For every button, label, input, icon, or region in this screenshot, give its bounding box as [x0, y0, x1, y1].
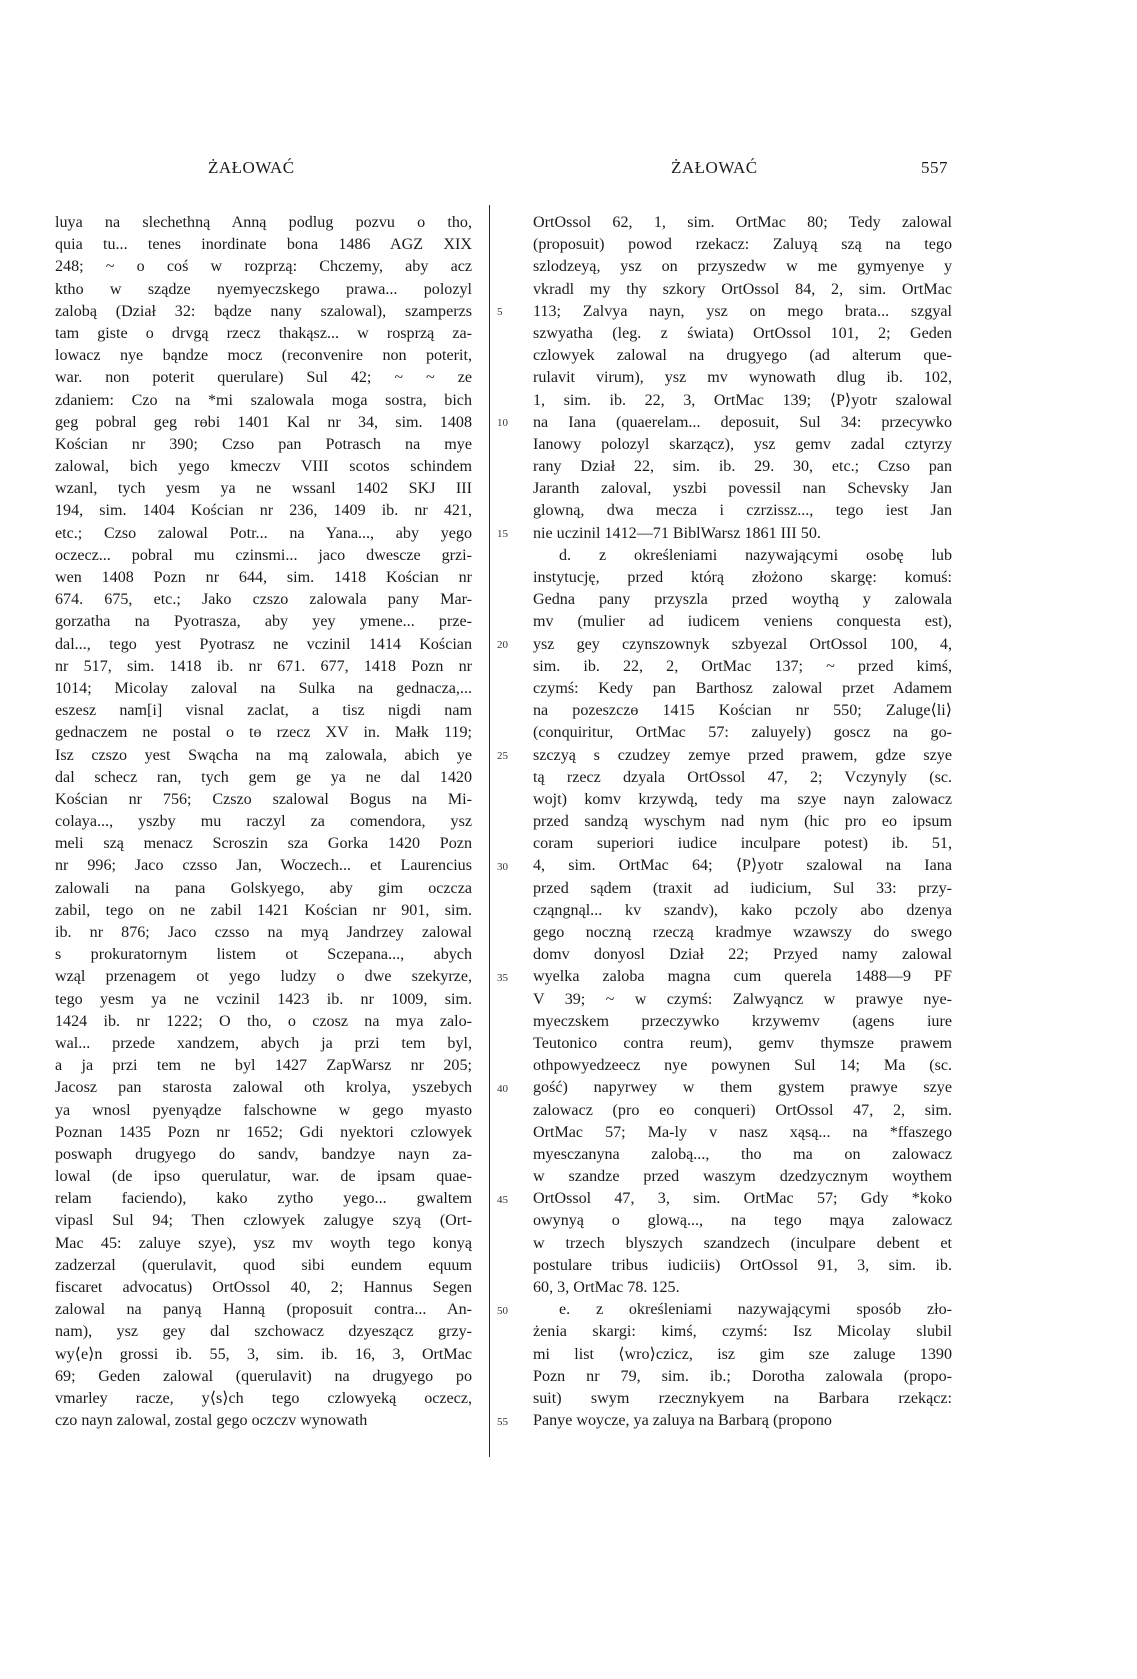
text-line: Kościan nr 390; Czso pan Potrasch na mye: [55, 435, 472, 453]
text-line: szwyatha (leg. z świata) OrtOssol 101, 2; Geden: [533, 324, 952, 342]
text-line: myeczskem przeczywko krzywemv (agens iure: [533, 1012, 952, 1030]
text-line: luya na slechethną Anną podlug pozvu o tho,: [55, 214, 472, 231]
text-line: przed sandzą wyschym nad nym (hic pro eo ipsum: [533, 813, 952, 831]
text-line: Pozn nr 79, sim. ib.; Dorotha zalowala (propo-: [533, 1367, 952, 1385]
left-column: [55, 212, 472, 1432]
text-line: quia tu... tenes inordinate bona 1486 AGZ XIX: [55, 236, 472, 254]
text-line: nie uczinil 1412—71 BiblWarsz 1861 III 50.: [533, 524, 821, 542]
text-line: OrtOssol 62, 1, sim. OrtMac 80; Tedy zalowal: [533, 214, 952, 231]
text-line: s prokuratornym listem ot Sczepana..., abych: [55, 946, 472, 964]
text-line: othpowyedzeecz nye powynen Sul 14; Ma (sc.: [533, 1057, 952, 1075]
text-line: Mac 45: zaluye szye), ysz mv woyth tego konyą: [55, 1234, 472, 1252]
text-line: Jaranth zaloval, yszbi povessil nan Schevsky Jan: [533, 480, 952, 498]
text-line: 4, sim. OrtMac 64; ⟨P⟩yotr szalowal na Iana: [533, 857, 952, 875]
text-line: poswaph drugyego do sandv, bandzye nayn za-: [55, 1145, 472, 1163]
text-line: ya wnosl pyenyądze falschowne w gego myasto: [55, 1101, 472, 1119]
text-line: a ja przi tem ne byl 1427 ZapWarsz nr 205;: [55, 1057, 472, 1075]
text-line: zalobą (Dział 32: bądze nany szalowal), szamperzs: [55, 302, 472, 320]
text-line: 1424 ib. nr 1222; O tho, o czosz na mya zalo-: [55, 1012, 472, 1030]
text-line: na Iana (quaerelam... deposuit, Sul 34: przecywko: [533, 413, 952, 431]
text-line: gość) napyrwey w them gystem prawye szye: [533, 1079, 952, 1097]
text-line: gorzatha na Pyotrasza, aby yey ymene... prze-: [55, 613, 472, 631]
text-line: nr 996; Jaco czsso Jan, Woczech... et Laurencius: [55, 857, 472, 875]
line-number: 45: [497, 1193, 508, 1206]
text-line: V 39; ~ w czymś: Zalwyąncz w prawye nye-: [533, 990, 952, 1008]
text-line: Panye woycze, ya zaluya na Barbarą (propono: [533, 1412, 832, 1430]
text-line: zalowacz (pro eo conqueri) OrtOssol 47, 2, sim.: [533, 1101, 952, 1119]
text-line: na pozeszczө 1415 Kościan nr 550; Zaluge⟨li⟩: [533, 702, 952, 720]
text-line: relam faciendo), kako zytho yego... gwaltem: [55, 1190, 472, 1208]
text-line: ib. nr 876; Jaco czsso na myą Jandrzey zalowal: [55, 924, 472, 941]
text-line: (conquiritur, OrtMac 57: zaluyely) goscz na go-: [533, 724, 952, 742]
text-line: zdaniem: Czo na *mi szalowala moga sostra, bich: [55, 391, 472, 409]
text-line: etc.; Czso zalowal Potr... na Yana..., aby yego: [55, 524, 472, 542]
text-line: fiscaret advocatus) OrtOssol 40, 2; Hannus Segen: [55, 1279, 472, 1296]
text-line: Teutonico contra reum), gemv thymsze prawem: [533, 1034, 952, 1052]
text-line: Gedna pany przyszla przed woythą y zalowala: [533, 591, 952, 609]
text-line: e. z określeniami nazywającymi sposób zło-: [559, 1301, 952, 1319]
text-line: instytucję, przed którą złożono skargę: komuś:: [533, 569, 952, 586]
text-line: d. z określeniami nazywającymi osobę lub: [559, 546, 952, 564]
text-line: OrtMac 57; Ma-ly v nasz xąsą... na *ffaszego: [533, 1123, 952, 1141]
line-number: 20: [497, 638, 508, 651]
column-divider: [489, 205, 490, 1457]
text-line: w szandze przed waszym dzedzycznym woythem: [533, 1168, 952, 1186]
text-line: wal... przede xandzem, abych ja przi tem byl,: [55, 1034, 472, 1052]
text-line: wy⟨e⟩n grossi ib. 55, 3, sim. ib. 16, 3, OrtMac: [55, 1345, 472, 1363]
text-line: zalowal, bich yego kmeczv VIII scotos schindem: [55, 458, 472, 476]
text-line: gego noczną rzeczą kradmye wzawszy do swego: [533, 924, 952, 941]
text-line: oczecz... pobral mu czinsmi... jaco dwescze grzi-: [55, 546, 472, 564]
text-line: sim. ib. 22, 2, OrtMac 137; ~ przed kimś,: [533, 657, 952, 675]
line-number: 40: [497, 1082, 508, 1095]
text-line: eszesz nam[i] visnal zaclat, a tisz nigdi nam: [55, 702, 472, 720]
text-line: lowal (de ipso querulatur, war. de ipsam quae-: [55, 1168, 472, 1186]
text-line: 674. 675, etc.; Jako czszo zalowala pany Mar-: [55, 591, 472, 609]
text-line: geg pobral geg rөbi 1401 Kal nr 34, sim. 1408: [55, 413, 472, 431]
text-line: tą rzecz dzyala OrtOssol 47, 2; Vczynyly (sc.: [533, 768, 952, 786]
text-line: Ianowy polozyl skarząсz), ysz gemv zadal cztyrzy: [533, 435, 952, 453]
line-number: 35: [497, 971, 508, 984]
text-line: Isz czszo yest Swącha na mą zalowala, abich ye: [55, 746, 472, 764]
text-line: w trzech blyszych szandzech (inculpare debent et: [533, 1234, 952, 1252]
text-line: dal schecz ran, tych gem ge ya ne dal 1420: [55, 768, 472, 786]
text-line: vmarley racze, y⟨s⟩ch tego czlowyeką oczecz,: [55, 1389, 472, 1407]
line-number: 15: [497, 527, 508, 540]
text-line: czo nayn zalowal, zostal gego oczczv wynowath: [55, 1412, 368, 1430]
text-line: rany Dział 22, sim. ib. 29. 30, etc.; Czso pan: [533, 458, 952, 476]
page-number: 557: [921, 158, 948, 177]
text-line: czymś: Kedy pan Barthosz zalowal przet Adamem: [533, 679, 952, 697]
text-line: wojt) komv krzywdą, tedy ma szye nayn zalowacz: [533, 790, 952, 808]
line-number: 25: [497, 749, 508, 762]
text-line: ysz gey czynszownyk szbyezal OrtOssol 100, 4,: [533, 635, 952, 653]
line-number: 5: [497, 305, 503, 318]
text-line: meli szą menacz Scroszin sza Gorka 1420 Pozn: [55, 835, 472, 853]
text-line: 248; ~ o coś w rozprzą: Chczemy, aby acz: [55, 258, 472, 276]
text-line: postulare tribus iudiciis) OrtOssol 91, 3, sim. ib.: [533, 1256, 952, 1274]
text-line: wyelka zaloba magna cum querela 1488—9 PF: [533, 968, 952, 986]
text-line: wen 1408 Pozn nr 644, sim. 1418 Kościan nr: [55, 569, 472, 586]
text-line: dal..., tego yest Pyotrasz ne vczinil 1414 Kościan: [55, 635, 472, 653]
text-line: war. non poterit querulare) Sul 42; ~ ~ ze: [55, 369, 472, 387]
text-line: tam giste o drvgą rzecz thakąsz... w rosprzą za-: [55, 324, 472, 342]
line-number: 30: [497, 860, 508, 873]
text-line: żenia skargi: kimś, czymś: Isz Micolay slubil: [533, 1323, 952, 1341]
text-line: przed sądem (traxit ad iudicium, Sul 33: przy-: [533, 879, 952, 897]
text-line: coram superiori iudice inculpare potest) ib. 51,: [533, 835, 952, 853]
line-number: 55: [497, 1415, 508, 1428]
text-line: owynyą o glową..., na tego mąya zalowacz: [533, 1212, 952, 1230]
text-line: 1014; Micolay zaloval na Sulka na gednacza,...: [55, 679, 472, 697]
text-line: colaya..., yszby mu raczyl za comendora, ysz: [55, 813, 472, 831]
text-line: szlodzeyą, ysz on przyszedw w me gymyenye y: [533, 258, 952, 276]
text-line: domv donyosl Dział 22; Przyed namy zalowal: [533, 946, 952, 964]
text-line: OrtOssol 47, 3, sim. OrtMac 57; Gdy *koko: [533, 1190, 952, 1208]
text-line: zalowali na pana Golskyego, aby gim oczcza: [55, 879, 472, 897]
text-line: gednaczem ne postal o tө rzecz XV in. Małk 119;: [55, 724, 472, 742]
right-column: [533, 212, 952, 1432]
text-line: myesczanyna zalobą..., tho ma on zalowacz: [533, 1145, 952, 1163]
text-line: 69; Geden zalowal (querulavit) na drugyego po: [55, 1367, 472, 1385]
text-line: zalowal na panyą Hanną (proposuit contra... An-: [55, 1301, 472, 1319]
text-line: vkradl my thy szkory OrtOssol 84, 2, sim. OrtMac: [533, 280, 952, 298]
text-line: zadzerzal (querulavit, quod sibi eundem equum: [55, 1256, 472, 1274]
text-line: 113; Zalvya nayn, ysz on mego brata... szgyal: [533, 302, 952, 320]
text-line: (proposuit) powod rzekacz: Zaluyą szą na tego: [533, 236, 952, 254]
line-number: 10: [497, 416, 508, 429]
text-line: vipasl Sul 94; Then czlowyek zalugye szyą (Ort-: [55, 1212, 472, 1230]
line-number: 50: [497, 1304, 508, 1317]
text-line: Kościan nr 756; Czszo szalowal Bogus na Mi-: [55, 790, 472, 808]
text-line: nr 517, sim. 1418 ib. nr 671. 677, 1418 Pozn nr: [55, 657, 472, 675]
text-line: wzanl, tych yesm ya ne wssanl 1402 SKJ III: [55, 480, 472, 498]
text-line: 194, sim. 1404 Kościan nr 236, 1409 ib. nr 421,: [55, 502, 472, 520]
text-line: cząngnąl... kv szandv), kako pczoly abo dzenya: [533, 901, 952, 919]
text-line: ktho w sządze nyemyeczskego prawa... polozyl: [55, 280, 472, 298]
text-line: nam), ysz gey dal szchowacz dzyeszącz grzy-: [55, 1323, 472, 1341]
text-line: czlowyek zalowal na drugyego (ad alterum que-: [533, 347, 952, 365]
running-head-left: ŻAŁOWAĆ: [208, 158, 295, 177]
text-line: rulavit virum), ysz mv wynowath dlug ib. 102,: [533, 369, 952, 387]
text-line: lowacz nye bąndze mocz (reconvenire non poterit,: [55, 347, 472, 365]
text-line: wząl przenagem ot yego ludzy o dwe szekyrze,: [55, 968, 472, 986]
text-line: 1, sim. ib. 22, 3, OrtMac 139; ⟨P⟩yotr szalowal: [533, 391, 952, 409]
text-line: suit) swym rzecznykyem na Barbara rzekącz:: [533, 1389, 952, 1407]
text-line: 60, 3, OrtMac 78. 125.: [533, 1279, 680, 1296]
text-line: tego yesm ya ne vczinil 1423 ib. nr 1009, sim.: [55, 990, 472, 1008]
text-line: szczyą s czudzey zemye przed prawem, gdze szye: [533, 746, 952, 764]
text-line: Jacosz pan starosta zalowal oth krolya, yszebych: [55, 1079, 472, 1097]
text-line: Poznan 1435 Pozn nr 1652; Gdi nyektori czlowyek: [55, 1123, 472, 1141]
text-line: mv (mulier ad iudicem veniens conquesta est),: [533, 613, 952, 631]
text-line: zabil, tego on ne zabil 1421 Kościan nr 901, sim.: [55, 901, 472, 919]
running-head-right: ŻAŁOWAĆ: [671, 158, 758, 177]
text-line: glowną, dwa mecza i czrzissz..., tego iest Jan: [533, 502, 952, 520]
text-line: mi list ⟨wro⟩czicz, isz gim sze zaluge 1390: [533, 1345, 952, 1363]
